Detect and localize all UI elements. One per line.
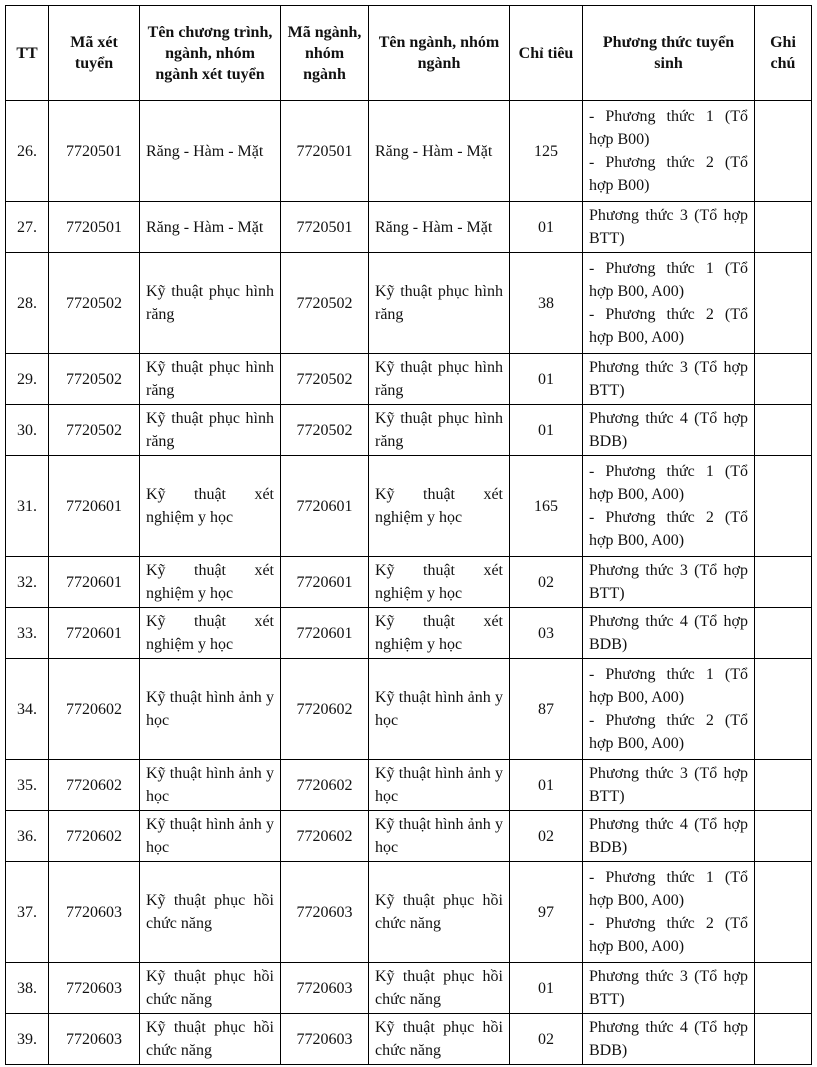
admission-code: 7720501 <box>49 101 140 202</box>
note <box>755 557 812 608</box>
row-number: 39. <box>6 1014 49 1065</box>
program-name: Kỹ thuật phục hình răng <box>140 253 281 354</box>
table-row <box>6 405 812 456</box>
quota: 02 <box>510 557 583 608</box>
major-code: 7720502 <box>281 405 369 456</box>
program-name: Kỹ thuật hình ảnh y học <box>140 760 281 811</box>
program-name: Kỹ thuật phục hình răng <box>140 405 281 456</box>
row-number: 27. <box>6 202 49 253</box>
major-name: Kỹ thuật hình ảnh y học <box>369 760 510 811</box>
admission-method: Phương thức 3 (Tổ hợp BTT) <box>589 968 748 1008</box>
table-row <box>6 101 812 202</box>
quota: 01 <box>510 760 583 811</box>
row-number: 32. <box>6 557 49 608</box>
admissions-table <box>5 5 812 1065</box>
header-ma-nganh: Mã ngành, nhóm ngành <box>281 6 369 101</box>
note <box>755 253 812 354</box>
note <box>755 811 812 862</box>
header-chi-tieu: Chỉ tiêu <box>510 6 583 101</box>
admission-method: Phương thức 3 (Tổ hợp BTT) <box>589 359 748 399</box>
admission-code: 7720601 <box>49 557 140 608</box>
admission-methods <box>583 811 755 862</box>
major-name: Răng - Hàm - Mặt <box>369 202 510 253</box>
admission-code: 7720502 <box>49 405 140 456</box>
program-name: Kỹ thuật xét nghiệm y học <box>140 608 281 659</box>
major-name: Kỹ thuật xét nghiệm y học <box>369 557 510 608</box>
row-number: 30. <box>6 405 49 456</box>
major-name: Kỹ thuật phục hồi chức năng <box>369 963 510 1014</box>
note <box>755 456 812 557</box>
admission-method: - Phương thức 1 (Tổ hợp B00) <box>589 108 748 148</box>
admission-method: - Phương thức 2 (Tổ hợp B00, A00) <box>589 509 748 549</box>
note <box>755 862 812 963</box>
major-code: 7720603 <box>281 963 369 1014</box>
major-code: 7720502 <box>281 354 369 405</box>
admission-code: 7720603 <box>49 1014 140 1065</box>
row-number: 26. <box>6 101 49 202</box>
admission-code: 7720602 <box>49 659 140 760</box>
quota: 165 <box>510 456 583 557</box>
admission-methods <box>583 1014 755 1065</box>
admission-code: 7720502 <box>49 354 140 405</box>
major-code: 7720602 <box>281 659 369 760</box>
header-row <box>6 6 812 101</box>
header-ghi-chu: Ghi chú <box>755 6 812 101</box>
program-name: Kỹ thuật phục hồi chức năng <box>140 1014 281 1065</box>
major-code: 7720602 <box>281 760 369 811</box>
program-name: Răng - Hàm - Mặt <box>140 101 281 202</box>
quota: 125 <box>510 101 583 202</box>
table-row <box>6 456 812 557</box>
note <box>755 608 812 659</box>
admission-code: 7720602 <box>49 760 140 811</box>
admission-code: 7720601 <box>49 456 140 557</box>
admission-code: 7720601 <box>49 608 140 659</box>
admission-methods <box>583 760 755 811</box>
program-name: Kỹ thuật phục hồi chức năng <box>140 862 281 963</box>
table-body <box>6 101 812 1065</box>
quota: 01 <box>510 202 583 253</box>
admission-method: - Phương thức 1 (Tổ hợp B00, A00) <box>589 869 748 909</box>
admission-methods <box>583 862 755 963</box>
admission-methods <box>583 456 755 557</box>
major-name: Kỹ thuật xét nghiệm y học <box>369 608 510 659</box>
row-number: 28. <box>6 253 49 354</box>
row-number: 35. <box>6 760 49 811</box>
header-ten-chuong-trinh: Tên chương trình, ngành, nhóm ngành xét tuyển <box>140 6 281 101</box>
row-number: 36. <box>6 811 49 862</box>
table-row <box>6 354 812 405</box>
major-code: 7720601 <box>281 557 369 608</box>
table-row <box>6 253 812 354</box>
table-row <box>6 862 812 963</box>
table-row <box>6 659 812 760</box>
program-name: Kỹ thuật hình ảnh y học <box>140 811 281 862</box>
program-name: Kỹ thuật phục hồi chức năng <box>140 963 281 1014</box>
admission-methods <box>583 659 755 760</box>
admission-method: - Phương thức 2 (Tổ hợp B00, A00) <box>589 306 748 346</box>
table-row <box>6 963 812 1014</box>
major-name: Kỹ thuật phục hình răng <box>369 253 510 354</box>
note <box>755 760 812 811</box>
quota: 01 <box>510 354 583 405</box>
quota: 02 <box>510 811 583 862</box>
quota: 01 <box>510 405 583 456</box>
admission-method: Phương thức 3 (Tổ hợp BTT) <box>589 562 748 602</box>
note <box>755 1014 812 1065</box>
major-name: Kỹ thuật phục hình răng <box>369 405 510 456</box>
admission-method: - Phương thức 1 (Tổ hợp B00, A00) <box>589 463 748 503</box>
note <box>755 354 812 405</box>
program-name: Răng - Hàm - Mặt <box>140 202 281 253</box>
major-code: 7720603 <box>281 1014 369 1065</box>
note <box>755 963 812 1014</box>
quota: 38 <box>510 253 583 354</box>
program-name: Kỹ thuật xét nghiệm y học <box>140 456 281 557</box>
admission-methods <box>583 202 755 253</box>
admission-code: 7720603 <box>49 963 140 1014</box>
admission-method: Phương thức 4 (Tổ hợp BDB) <box>589 816 748 856</box>
row-number: 37. <box>6 862 49 963</box>
major-name: Kỹ thuật phục hình răng <box>369 354 510 405</box>
table-row <box>6 811 812 862</box>
admission-method: - Phương thức 2 (Tổ hợp B00) <box>589 154 748 194</box>
note <box>755 405 812 456</box>
major-code: 7720601 <box>281 456 369 557</box>
admission-method: - Phương thức 2 (Tổ hợp B00, A00) <box>589 915 748 955</box>
program-name: Kỹ thuật xét nghiệm y học <box>140 557 281 608</box>
major-name: Răng - Hàm - Mặt <box>369 101 510 202</box>
admission-methods <box>583 557 755 608</box>
note <box>755 101 812 202</box>
admission-code: 7720602 <box>49 811 140 862</box>
admission-methods <box>583 608 755 659</box>
admission-method: Phương thức 4 (Tổ hợp BDB) <box>589 613 748 653</box>
table-row <box>6 557 812 608</box>
admission-method: - Phương thức 1 (Tổ hợp B00, A00) <box>589 260 748 300</box>
admission-code: 7720603 <box>49 862 140 963</box>
row-number: 31. <box>6 456 49 557</box>
quota: 01 <box>510 963 583 1014</box>
major-name: Kỹ thuật hình ảnh y học <box>369 811 510 862</box>
major-name: Kỹ thuật hình ảnh y học <box>369 659 510 760</box>
program-name: Kỹ thuật phục hình răng <box>140 354 281 405</box>
row-number: 33. <box>6 608 49 659</box>
row-number: 34. <box>6 659 49 760</box>
admission-code: 7720501 <box>49 202 140 253</box>
admission-method: - Phương thức 2 (Tổ hợp B00, A00) <box>589 712 748 752</box>
admission-method: - Phương thức 1 (Tổ hợp B00, A00) <box>589 666 748 706</box>
quota: 97 <box>510 862 583 963</box>
admission-method: Phương thức 3 (Tổ hợp BTT) <box>589 765 748 805</box>
admission-methods <box>583 253 755 354</box>
admission-methods <box>583 405 755 456</box>
row-number: 29. <box>6 354 49 405</box>
table-row <box>6 760 812 811</box>
major-code: 7720601 <box>281 608 369 659</box>
admission-methods <box>583 101 755 202</box>
header-tt: TT <box>6 6 49 101</box>
header-ten-nganh: Tên ngành, nhóm ngành <box>369 6 510 101</box>
major-name: Kỹ thuật xét nghiệm y học <box>369 456 510 557</box>
major-code: 7720603 <box>281 862 369 963</box>
admission-methods <box>583 354 755 405</box>
table-row <box>6 1014 812 1065</box>
admission-method: Phương thức 3 (Tổ hợp BTT) <box>589 207 748 247</box>
quota: 87 <box>510 659 583 760</box>
major-code: 7720501 <box>281 202 369 253</box>
major-name: Kỹ thuật phục hồi chức năng <box>369 1014 510 1065</box>
admission-code: 7720502 <box>49 253 140 354</box>
note <box>755 659 812 760</box>
table-row <box>6 608 812 659</box>
note <box>755 202 812 253</box>
major-code: 7720501 <box>281 101 369 202</box>
admission-methods <box>583 963 755 1014</box>
major-code: 7720502 <box>281 253 369 354</box>
major-code: 7720602 <box>281 811 369 862</box>
program-name: Kỹ thuật hình ảnh y học <box>140 659 281 760</box>
admission-method: Phương thức 4 (Tổ hợp BDB) <box>589 1019 748 1059</box>
quota: 03 <box>510 608 583 659</box>
major-name: Kỹ thuật phục hồi chức năng <box>369 862 510 963</box>
header-phuong-thuc: Phương thức tuyển sinh <box>583 6 755 101</box>
quota: 02 <box>510 1014 583 1065</box>
row-number: 38. <box>6 963 49 1014</box>
admission-method: Phương thức 4 (Tổ hợp BDB) <box>589 410 748 450</box>
header-ma-xet-tuyen: Mã xét tuyển <box>49 6 140 101</box>
table-row <box>6 202 812 253</box>
